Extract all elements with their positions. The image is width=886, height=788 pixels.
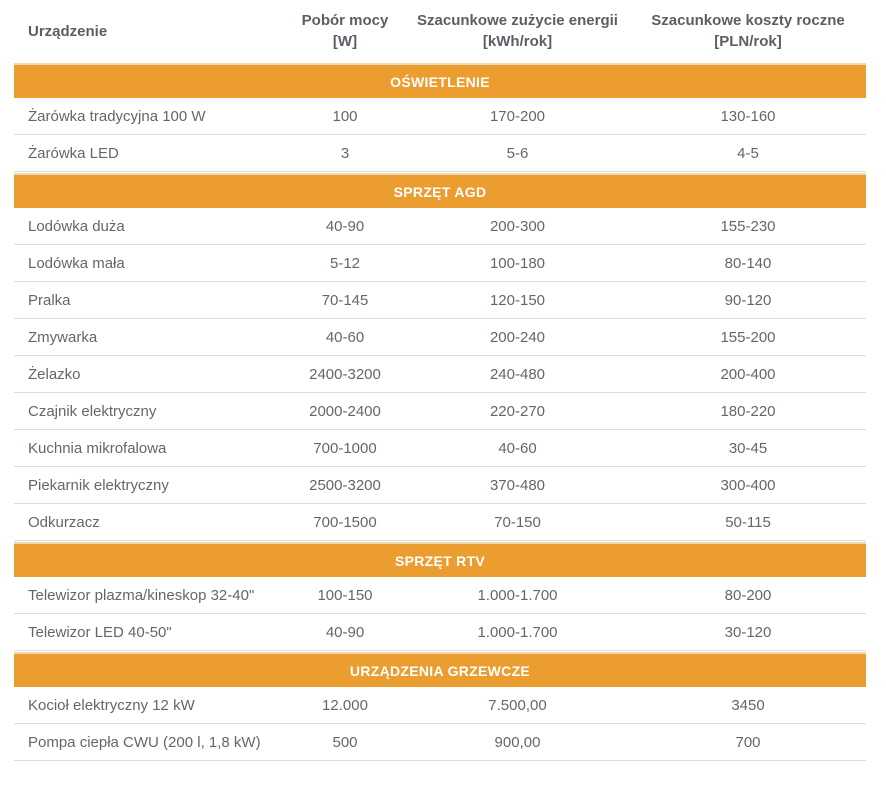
table-row (14, 356, 866, 393)
cost-cell: 80-200 (724, 586, 772, 604)
power-cell: 40-90 (325, 623, 365, 641)
table-row (14, 614, 866, 651)
cost-cell: 3450 (731, 696, 765, 714)
power-cell: 70-145 (321, 291, 369, 309)
power-cell: 2400-3200 (309, 365, 381, 383)
table-row (14, 393, 866, 430)
table-row (14, 282, 866, 319)
power-cell: 700-1000 (313, 439, 377, 457)
cost-cell: 700 (735, 733, 761, 751)
cost-cell: 30-45 (728, 439, 768, 457)
table-row (14, 245, 866, 282)
device-cell: Pralka (28, 291, 71, 309)
column-header-energy (405, 10, 630, 52)
column-header-energy-label: Szacunkowe zużycie energii (417, 12, 618, 29)
column-header-device-label: Urządzenie (28, 22, 108, 40)
cost-cell: 180-220 (720, 402, 776, 420)
energy-cell: 100-180 (489, 254, 546, 272)
cost-cell: 155-230 (720, 217, 776, 235)
power-cell: 5-12 (329, 254, 361, 272)
energy-cell: 240-480 (489, 365, 546, 383)
cost-cell: 300-400 (720, 476, 776, 494)
power-cell: 3 (340, 144, 350, 162)
device-cell: Zmywarka (28, 328, 98, 346)
energy-cell: 220-270 (489, 402, 546, 420)
cost-cell: 90-120 (724, 291, 772, 309)
table-row (14, 577, 866, 614)
energy-cell: 200-240 (489, 328, 546, 346)
device-cell: Żelazko (28, 365, 81, 383)
device-cell: Piekarnik elektryczny (28, 476, 169, 494)
section-header-label: SPRZĘT AGD (393, 183, 487, 200)
section-header-bar (14, 173, 866, 208)
section-header-bar (14, 652, 866, 687)
power-cell: 40-60 (325, 328, 365, 346)
cost-cell: 50-115 (725, 513, 771, 531)
section-header-label: URZĄDZENIA GRZEWCZE (349, 662, 531, 679)
power-cell: 2500-3200 (309, 476, 381, 494)
cost-cell: 200-400 (720, 365, 776, 383)
power-cell: 100 (332, 107, 358, 125)
energy-cell: 370-480 (489, 476, 546, 494)
energy-cell: 120-150 (489, 291, 546, 309)
device-cell: Telewizor LED 40-50" (28, 623, 172, 641)
section-header-bar (14, 63, 866, 98)
energy-cell: 200-300 (489, 217, 546, 235)
column-header-cost (630, 10, 866, 52)
device-cell: Żarówka LED (28, 144, 119, 162)
cost-cell: 155-200 (720, 328, 776, 346)
table-row (14, 430, 866, 467)
table-row (14, 135, 866, 172)
cost-cell: 4-5 (737, 144, 759, 162)
energy-consumption-table (14, 0, 866, 761)
device-cell: Kocioł elektryczny 12 kW (28, 696, 195, 714)
table-header-row (14, 0, 866, 62)
device-cell: Pompa ciepła CWU (200 l, 1,8 kW) (28, 733, 261, 751)
device-cell: Telewizor plazma/kineskop 32-40" (28, 586, 255, 604)
table-row (14, 208, 866, 245)
table-row (14, 98, 866, 135)
power-cell: 100-150 (317, 586, 373, 604)
cost-cell: 30-120 (724, 623, 772, 641)
energy-cell: 40-60 (498, 439, 537, 457)
table-row (14, 724, 866, 761)
device-cell: Lodówka mała (28, 254, 125, 272)
column-header-cost-unit: [PLN/rok] (714, 33, 782, 50)
device-cell: Żarówka tradycyjna 100 W (28, 107, 206, 125)
energy-cell: 70-150 (494, 513, 541, 531)
column-header-energy-unit: [kWh/rok] (482, 33, 553, 50)
table-body (14, 63, 866, 761)
energy-cell: 1.000-1.700 (477, 623, 558, 641)
table-row (14, 319, 866, 356)
power-cell: 700-1500 (313, 513, 377, 531)
table-row (14, 467, 866, 504)
energy-cell: 170-200 (489, 107, 546, 125)
device-cell: Odkurzacz (28, 513, 100, 531)
energy-cell: 900,00 (494, 733, 541, 751)
section-header-bar (14, 542, 866, 577)
table-row (14, 687, 866, 724)
energy-cell: 5-6 (506, 144, 529, 162)
column-header-device (14, 21, 285, 42)
device-cell: Lodówka duża (28, 217, 125, 235)
column-header-cost-label: Szacunkowe koszty roczne (651, 12, 845, 29)
device-cell: Kuchnia mikrofalowa (28, 439, 167, 457)
energy-cell: 1.000-1.700 (477, 586, 558, 604)
power-cell: 2000-2400 (309, 402, 381, 420)
section-header-label: OŚWIETLENIE (390, 73, 490, 90)
section-header-label: SPRZĘT RTV (394, 552, 486, 569)
column-header-power-unit: [W] (332, 33, 358, 50)
device-cell: Czajnik elektryczny (28, 402, 157, 420)
table-row (14, 504, 866, 541)
power-cell: 500 (332, 733, 358, 751)
power-cell: 12.000 (322, 696, 368, 714)
energy-cell: 7.500,00 (488, 696, 547, 714)
power-cell: 40-90 (325, 217, 365, 235)
cost-cell: 80-140 (724, 254, 772, 272)
column-header-power-label: Pobór mocy (301, 12, 389, 29)
cost-cell: 130-160 (720, 107, 776, 125)
column-header-power (285, 10, 405, 52)
